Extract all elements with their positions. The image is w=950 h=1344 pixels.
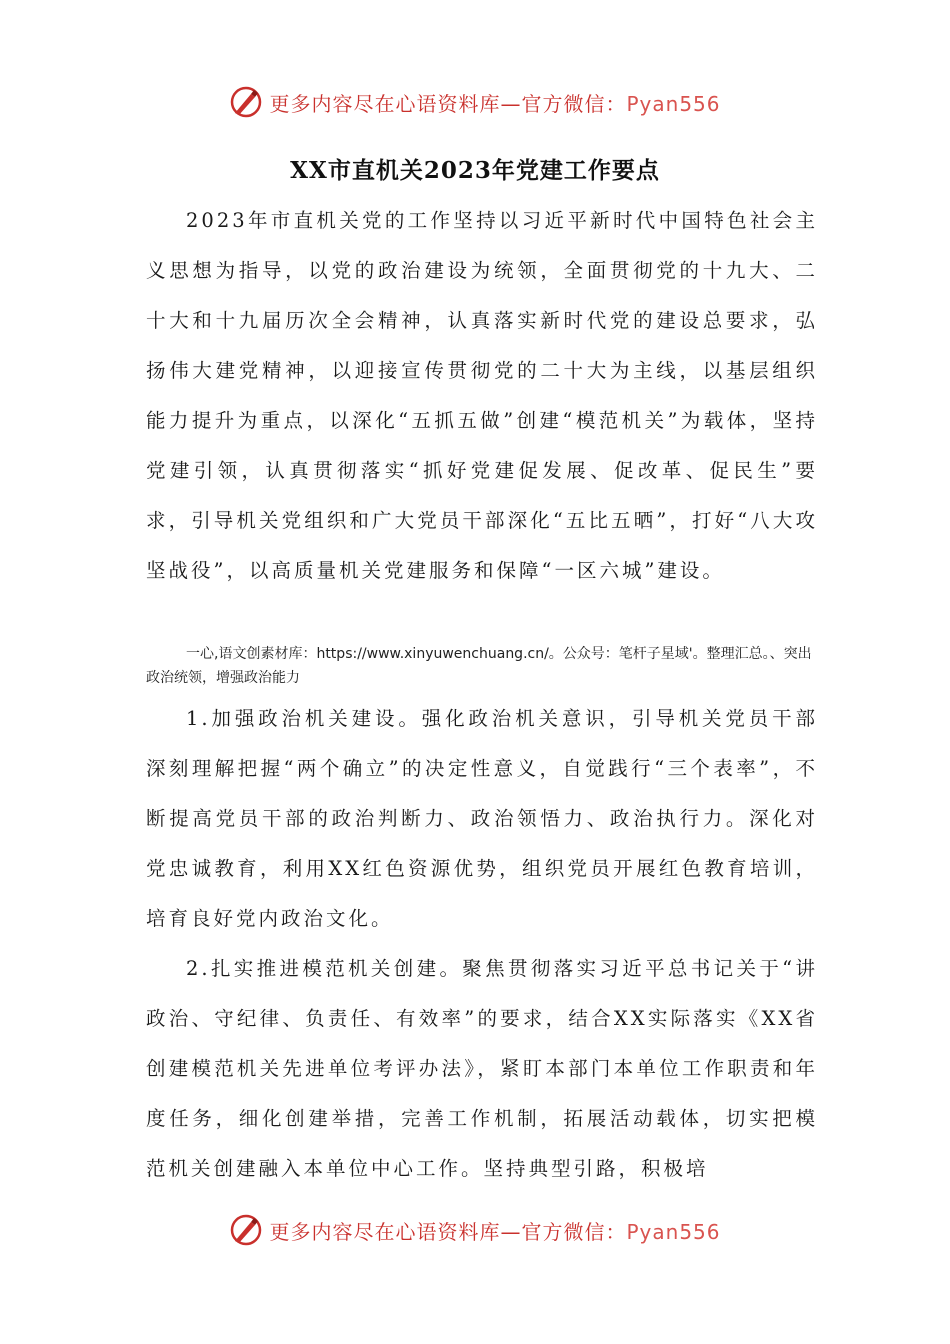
document-title: XX市直机关2023年党建工作要点: [290, 157, 660, 184]
intro-paragraph: 2023年市直机关党的工作坚持以习近平新时代中国特色社会主义思想为指导，以党的政治建设为统领，全面贯彻党的十九大、二十大和十九届历次全会精神，认真落实新时代党的建设总要求，弘扬伟大建党精神，以迎接宣传贯彻党的二十大为主线，以基层组织能力提升为重点，以深化“五抓五做”创建“模范机关”为载体，坚持党建引领，认真贯彻落实“抓好党建促发展、促改革、促民生”要求，引导机关党组织和广大党员干部深化“五比五晒”，打好“八大攻坚战役”，以高质量机关党建服务和保障“一区六城”建设。: [146, 209, 818, 582]
banner-text: 更多内容尽在心语资料库—官方微信：Pyan556: [269, 1219, 721, 1244]
pen-logo-icon: [229, 85, 263, 119]
item-2-paragraph: 2.扎实推进模范机关创建。聚焦贯彻落实习近平总书记关于“讲政治、守纪律、负责任、有效率”的要求，结合XX实际落实《XX省创建模范机关先进单位考评办法》，紧盯本部门本单位工作职责和年度任务，细化创建举措，完善工作机制，拓展活动载体，切实把模范机关创建融入本单位中心工作。坚持典型引路，积极培: [146, 957, 818, 1180]
banner-text: 更多内容尽在心语资料库—官方微信：Pyan556: [269, 91, 721, 116]
wechat-id: Pyan556: [626, 91, 721, 116]
wechat-id: Pyan556: [626, 1219, 721, 1244]
footer-banner: [0, 1208, 950, 1252]
source-note: 一心,语文创素材库：https://www.xinyuwenchuang.cn/。公众号：笔杆子星域'。整理汇总。、突出政治统领，增强政治能力: [146, 646, 812, 686]
pen-logo-icon: [229, 1213, 263, 1247]
header-banner: [0, 80, 950, 124]
item-1-paragraph: 1.加强政治机关建设。强化政治机关意识，引导机关党员干部深刻理解把握“两个确立”的决定性意义，自觉践行“三个表率”，不断提高党员干部的政治判断力、政治领悟力、政治执行力。深化对党忠诚教育，利用XX红色资源优势，组织党员开展红色教育培训，培育良好党内政治文化。: [146, 707, 818, 930]
